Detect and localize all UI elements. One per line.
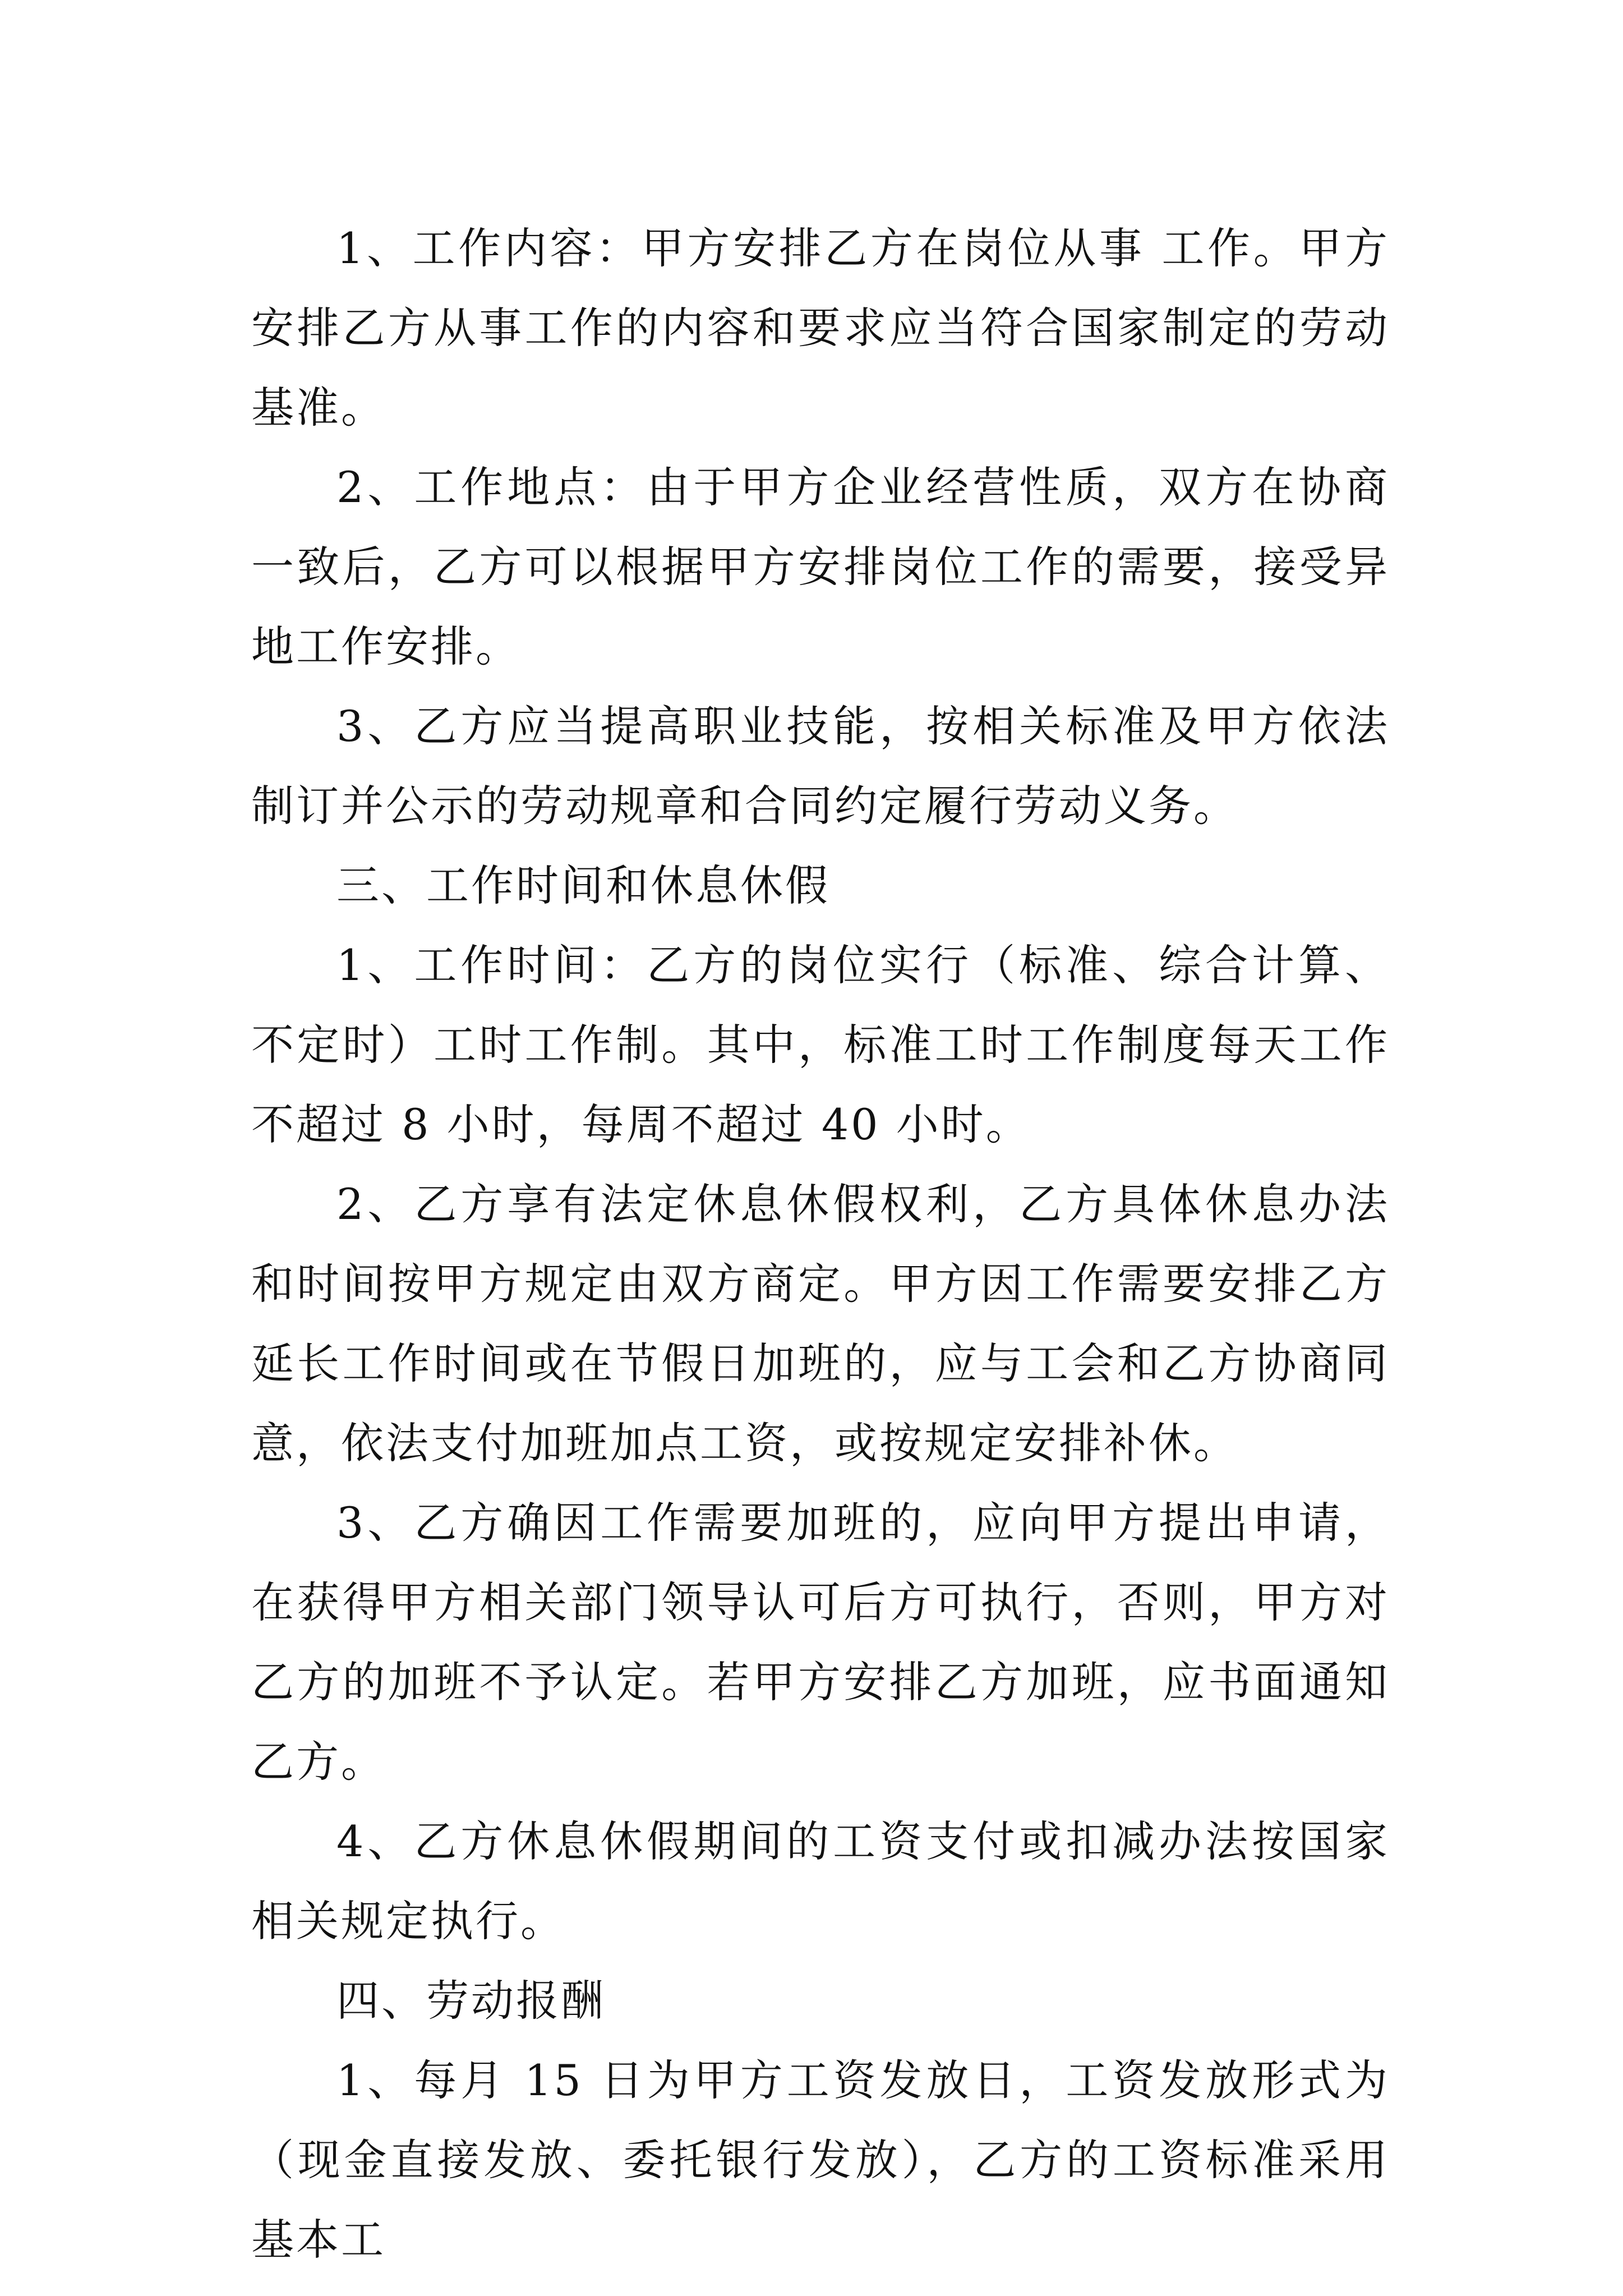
paragraph-pay-day: 1、每月 15 日为甲方工资发放日，工资发放形式为（现金直接发放、委托银行发放），乙方的工资标准采用基本工 [251,2055,1390,2265]
paragraph-skills: 3、乙方应当提高职业技能，按相关标准及甲方依法制订并公示的劳动规章和合同约定履行劳动义务。 [251,701,1390,831]
paragraph-rest-leave: 2、乙方享有法定休息休假权利，乙方具体休息办法和时间按甲方规定由双方商定。甲方因工作需要安排乙方延长工作时间或在节假日加班的，应与工会和乙方协商同意，依法支付加班加点工资，或按规定安排补休。 [251,1179,1390,1468]
paragraph-work-location: 2、工作地点：由于甲方企业经营性质，双方在协商一致后，乙方可以根据甲方安排岗位工作的需要，接受异地工作安排。 [251,462,1390,671]
paragraph-overtime-request: 3、乙方确因工作需要加班的，应向甲方提出申请，在获得甲方相关部门领导认可后方可执行，否则，甲方对乙方的加班不予认定。若甲方安排乙方加班，应书面通知乙方。 [251,1498,1390,1787]
document-body [251,209,1390,2280]
paragraph-work-content: 1、工作内容：甲方安排乙方在岗位从事 工作。甲方安排乙方从事工作的内容和要求应当符合国家制定的劳动基准。 [251,223,1390,432]
section-heading-work-hours: 三、工作时间和休息休假 [336,861,830,910]
paragraph-working-time: 1、工作时间：乙方的岗位实行（标准、综合计算、不定时）工时工作制。其中，标准工时工作制度每天工作不超过 8 小时，每周不超过 40 小时。 [251,940,1390,1149]
section-heading-remuneration: 四、劳动报酬 [336,1976,606,2026]
paragraph-leave-pay: 4、乙方休息休假期间的工资支付或扣减办法按国家相关规定执行。 [251,1816,1390,1946]
